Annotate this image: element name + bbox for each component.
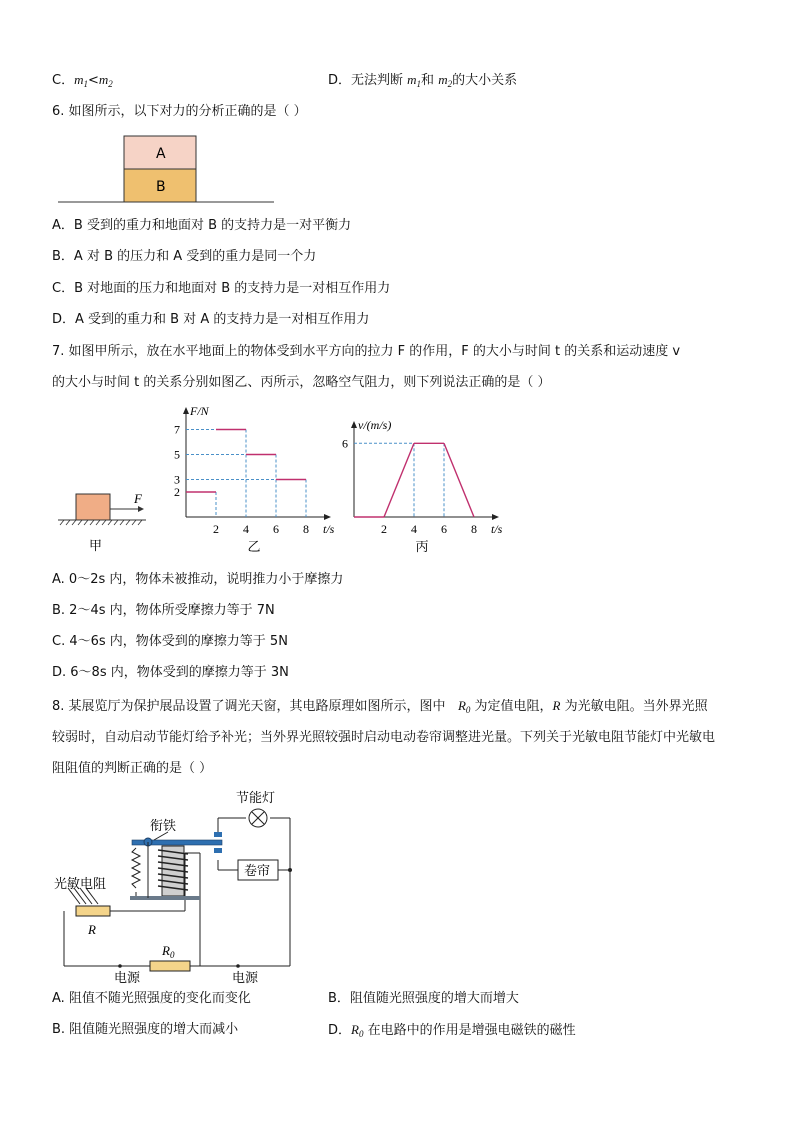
q7-chart-yi [168,405,348,555]
bing-segment-3 [444,443,474,517]
q8-option-b: B．阻值随光照强度的增大而增大 [328,991,519,1006]
yi-ytick-2: 2 [174,485,180,499]
upper-contact [214,832,222,837]
photoresistor [76,906,110,916]
q6-option-a: A．B 受到的重力和地面对 B 的支持力是一对平衡力 [52,218,352,233]
yi-x-arrow [324,514,331,520]
bing-segment-1 [384,443,414,517]
q7-option-a: A. 0～2s 内，物体未被推动，说明推力小于摩擦力 [52,572,344,587]
q7-jia-force-label: F [134,491,142,506]
yi-caption: 乙 [247,539,261,554]
q7-jia-hatch [60,520,142,525]
photoresistor-label: 光敏电阻 [54,877,107,892]
q6-option-b: B．A 对 B 的压力和 A 受到的重力是同一个力 [52,249,317,264]
r0-resistor [150,961,190,971]
bing-xtick-2: 2 [381,522,387,536]
yi-ytick-3: 3 [174,472,180,487]
bing-xtick-6: 6 [441,522,447,536]
bing-xlabel: t/s [491,522,503,536]
q8-stem-line1: 8. 某展览厅为保护展品设置了调光天窗，其电路原理如图所示，图中 $R_0$ 为定值电阻，R 为光敏电阻。当外界光照 [52,698,708,715]
q7-jia-caption: 甲 [89,539,103,554]
yi-xtick-6: 6 [273,522,279,536]
q7-chart-bing [332,405,512,555]
q7-jia-arrowhead [138,506,144,512]
yi-y-arrow [183,407,189,414]
bing-xtick-4: 4 [411,522,417,536]
junction-dot [288,868,292,872]
bing-ylabel: v/(m/s) [358,418,392,432]
q7-stem-line1: 7. 如图甲所示，放在水平地面上的物体受到水平方向的拉力 F 的作用，F 的大小与时间 t 的关系和运动速度 v [52,344,681,359]
q7-figure-jia [54,488,154,558]
source1-label: 电源 [114,971,141,986]
yi-ytick-5: 5 [174,447,180,462]
r-label: R [88,922,96,937]
q6-option-d: D．A 受到的重力和 B 对 A 的支持力是一对相互作用力 [52,312,370,327]
q8-stem-line2: 较弱时，自动启动节能灯给予补光；当外界光照较强时启动电动卷帘调整进光量。下列关于光敏电阻节能灯中光敏电 [52,730,716,745]
q6-option-c: C．B 对地面的压力和地面对 B 的支持力是一对相互作用力 [52,281,391,296]
yi-ylabel: F/N [190,405,209,418]
q7-option-b: B. 2～4s 内，物体所受摩擦力等于 7N [52,603,275,618]
q8-option-c: B. 阻值随光照强度的增大而减小 [52,1022,239,1037]
lamp-label: 节能灯 [236,791,276,806]
source2-label: 电源 [232,971,259,986]
q8-circuit-diagram [50,788,310,986]
bing-x-arrow [492,514,499,520]
yi-xtick-2: 2 [213,522,219,536]
q6-stem: 6. 如图所示，以下对力的分析正确的是（ ） [52,104,307,119]
bing-xtick-8: 8 [471,522,477,536]
source1-terminal-left [118,964,122,968]
q6-label-b: B [156,179,166,195]
bing-caption: 丙 [415,539,429,554]
armature-label: 衔铁 [150,819,177,834]
q7-option-c: C. 4～6s 内，物体受到的摩擦力等于 5N [52,634,288,649]
source2-terminal [236,964,240,968]
lower-contact [214,848,222,853]
bing-y-arrow [351,421,357,428]
q7-stem-line2: 的大小与时间 t 的关系分别如图乙、丙所示，忽略空气阻力，则下列说法正确的是（ ） [52,375,551,390]
q7-jia-block [76,494,110,520]
q6-label-a: A [156,146,166,162]
q8-option-d: D．$R_0$ 在电路中的作用是增强电磁铁的磁性 [328,1022,576,1039]
q6-figure [50,132,290,208]
q7-option-d: D. 6～8s 内，物体受到的摩擦力等于 3N [52,665,289,680]
bing-ytick-6: 6 [342,436,348,451]
r0-label: $R_0$ [162,943,175,960]
yi-ytick-7: 7 [174,422,180,437]
q5-option-c: C．$m_1<m_2$ [52,72,113,89]
yi-xtick-8: 8 [303,522,309,536]
q8-stem-line3: 阻阻值的判断正确的是（ ） [52,761,213,776]
electromagnet-base [130,896,200,900]
spring [132,848,140,888]
curtain-label: 卷帘 [244,864,271,879]
yi-xlabel: t/s [323,522,335,536]
q8-option-a: A. 阻值不随光照强度的变化而变化 [52,991,251,1006]
yi-xtick-4: 4 [243,522,249,536]
q5-option-d: D．无法判断 $m_1$和 $m_2$的大小关系 [328,72,518,89]
